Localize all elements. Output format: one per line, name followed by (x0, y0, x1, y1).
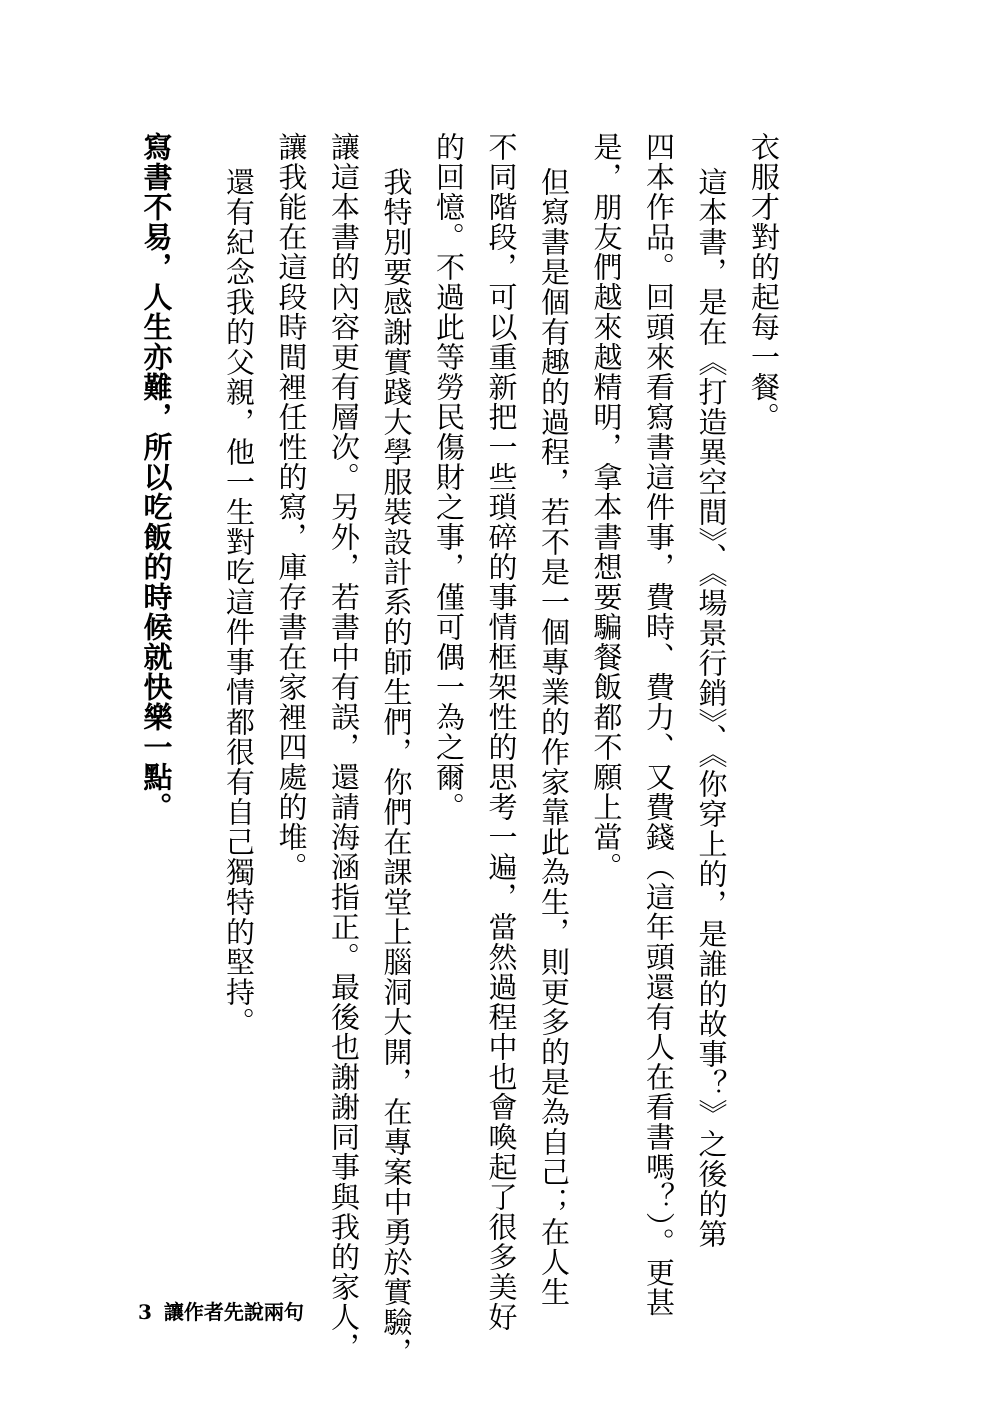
text-line-11: 還有紀念我的父親，他一生對吃這件事情都很有自己獨特的堅持。 (222, 167, 256, 1037)
text-line-1: 衣服才對的起每一餐。 (747, 132, 781, 432)
text-line-3: 四本作品。回頭來看寫書這件事，費時、費力、又費錢（這年頭還有人在看書嗎？）。更甚 (642, 132, 676, 1318)
text-line-7: 的回憶。不過此等勞民傷財之事，僅可偶一為之爾。 (432, 132, 466, 822)
paragraph-gap (183, 132, 213, 1242)
text-line-9: 讓這本書的內容更有層次。另外，若書中有誤，還請海涵指正。最後也謝謝同事與我的家人， (327, 132, 361, 1362)
page-footer (138, 1296, 304, 1325)
text-line-4: 是，朋友們越來越精明，拿本書想要騙餐飯都不願上當。 (589, 132, 624, 882)
text-line-2: 這本書，是在《打造異空間》、《場景行銷》、《你穿上的，是誰的故事？》之後的第 (694, 167, 729, 1249)
closing-line: 寫書不易，人生亦難，所以吃飯的時候就快樂一點。 (139, 132, 174, 822)
text-line-10: 讓我能在這段時間裡任性的寫，庫存書在家裡四處的堆。 (274, 132, 309, 882)
section-title: 讓作者先說兩句 (163, 1300, 304, 1324)
text-line-8: 我特別要感謝實踐大學服裝設計系的師生們，你們在課堂上腦洞大開，在專案中勇於實驗， (379, 167, 414, 1367)
text-line-6: 不同階段，可以重新把一些瑣碎的事情框架性的思考一遍，當然過程中也會喚起了很多美好 (484, 132, 519, 1332)
page-number: 3 (138, 1300, 152, 1324)
text-line-5: 但寫書是個有趣的過程，若不是一個專業的作家靠此為生，則更多的是為自己；在人生 (537, 167, 571, 1307)
